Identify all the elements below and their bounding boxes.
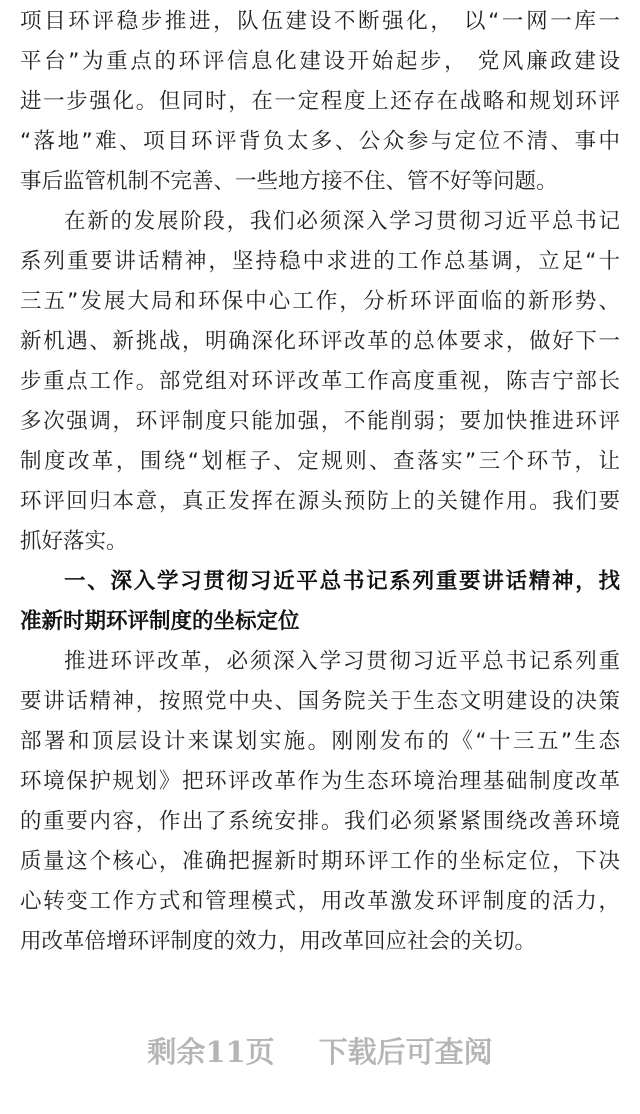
text-line: 环境保护规划》把环评改革作为生态环境治理基础制度改革 — [20, 769, 620, 794]
text-line: 部署和顶层设计来谋划实施。刚刚发布的《“十三五”生态 — [20, 729, 620, 754]
text-line: 三五”发展大局和环保中心工作，分析环评面临的新形势、 — [20, 289, 620, 314]
text-line: 新机遇、新挑战，明确深化环评改革的总体要求，做好下一 — [20, 329, 620, 354]
text-line: “落地”难、项目环评背负太多、公众参与定位不清、事中 — [20, 129, 620, 154]
text-line: 项目环评稳步推进，队伍建设不断强化， 以“一网一库一 — [20, 9, 620, 34]
text-line: 制度改革，围绕“划框子、定规则、查落实”三个环节，让 — [20, 449, 620, 474]
text-line: 多次强调，环评制度只能加强，不能削弱；要加快推进环评 — [20, 409, 620, 434]
heading-line: 一、深入学习贯彻习近平总书记系列重要讲话精神，找 — [64, 569, 620, 594]
text-line: 抓好落实。 — [20, 529, 128, 554]
text-line: 质量这个核心，准确把握新时期环评工作的坐标定位，下决 — [20, 849, 620, 874]
remaining-pages-label: 剩余11页 — [147, 1035, 275, 1069]
text-line: 心转变工作方式和管理模式，用改革激发环评制度的活力， — [20, 889, 620, 914]
text-line: 事后监管机制不完善、一些地方接不住、管不好等问题。 — [20, 169, 558, 194]
text-line: 进一步强化。但同时，在一定程度上还存在战略和规划环评 — [20, 89, 620, 114]
remaining-pages-banner[interactable] — [0, 1030, 640, 1074]
heading-line: 准新时期环评制度的坐标定位 — [20, 609, 300, 634]
text-line: 推进环评改革，必须深入学习贯彻习近平总书记系列重 — [64, 649, 620, 674]
text-line: 环评回归本意，真正发挥在源头预防上的关键作用。我们要 — [20, 489, 620, 514]
text-line: 要讲话精神，按照党中央、国务院关于生态文明建设的决策 — [20, 689, 620, 714]
text-line: 系列重要讲话精神，坚持稳中求进的工作总基调，立足“十 — [20, 249, 620, 274]
text-line: 的重要内容，作出了系统安排。我们必须紧紧围绕改善环境 — [20, 809, 620, 834]
text-line: 在新的发展阶段，我们必须深入学习贯彻习近平总书记 — [64, 209, 620, 234]
text-line: 平台”为重点的环评信息化建设开始起步， 党风廉政建设 — [20, 49, 620, 74]
text-line: 用改革倍增环评制度的效力，用改革回应社会的关切。 — [20, 929, 537, 954]
download-hint-label: 下载后可查阅 — [318, 1035, 493, 1069]
text-line: 步重点工作。部党组对环评改革工作高度重视，陈吉宁部长 — [20, 369, 620, 394]
